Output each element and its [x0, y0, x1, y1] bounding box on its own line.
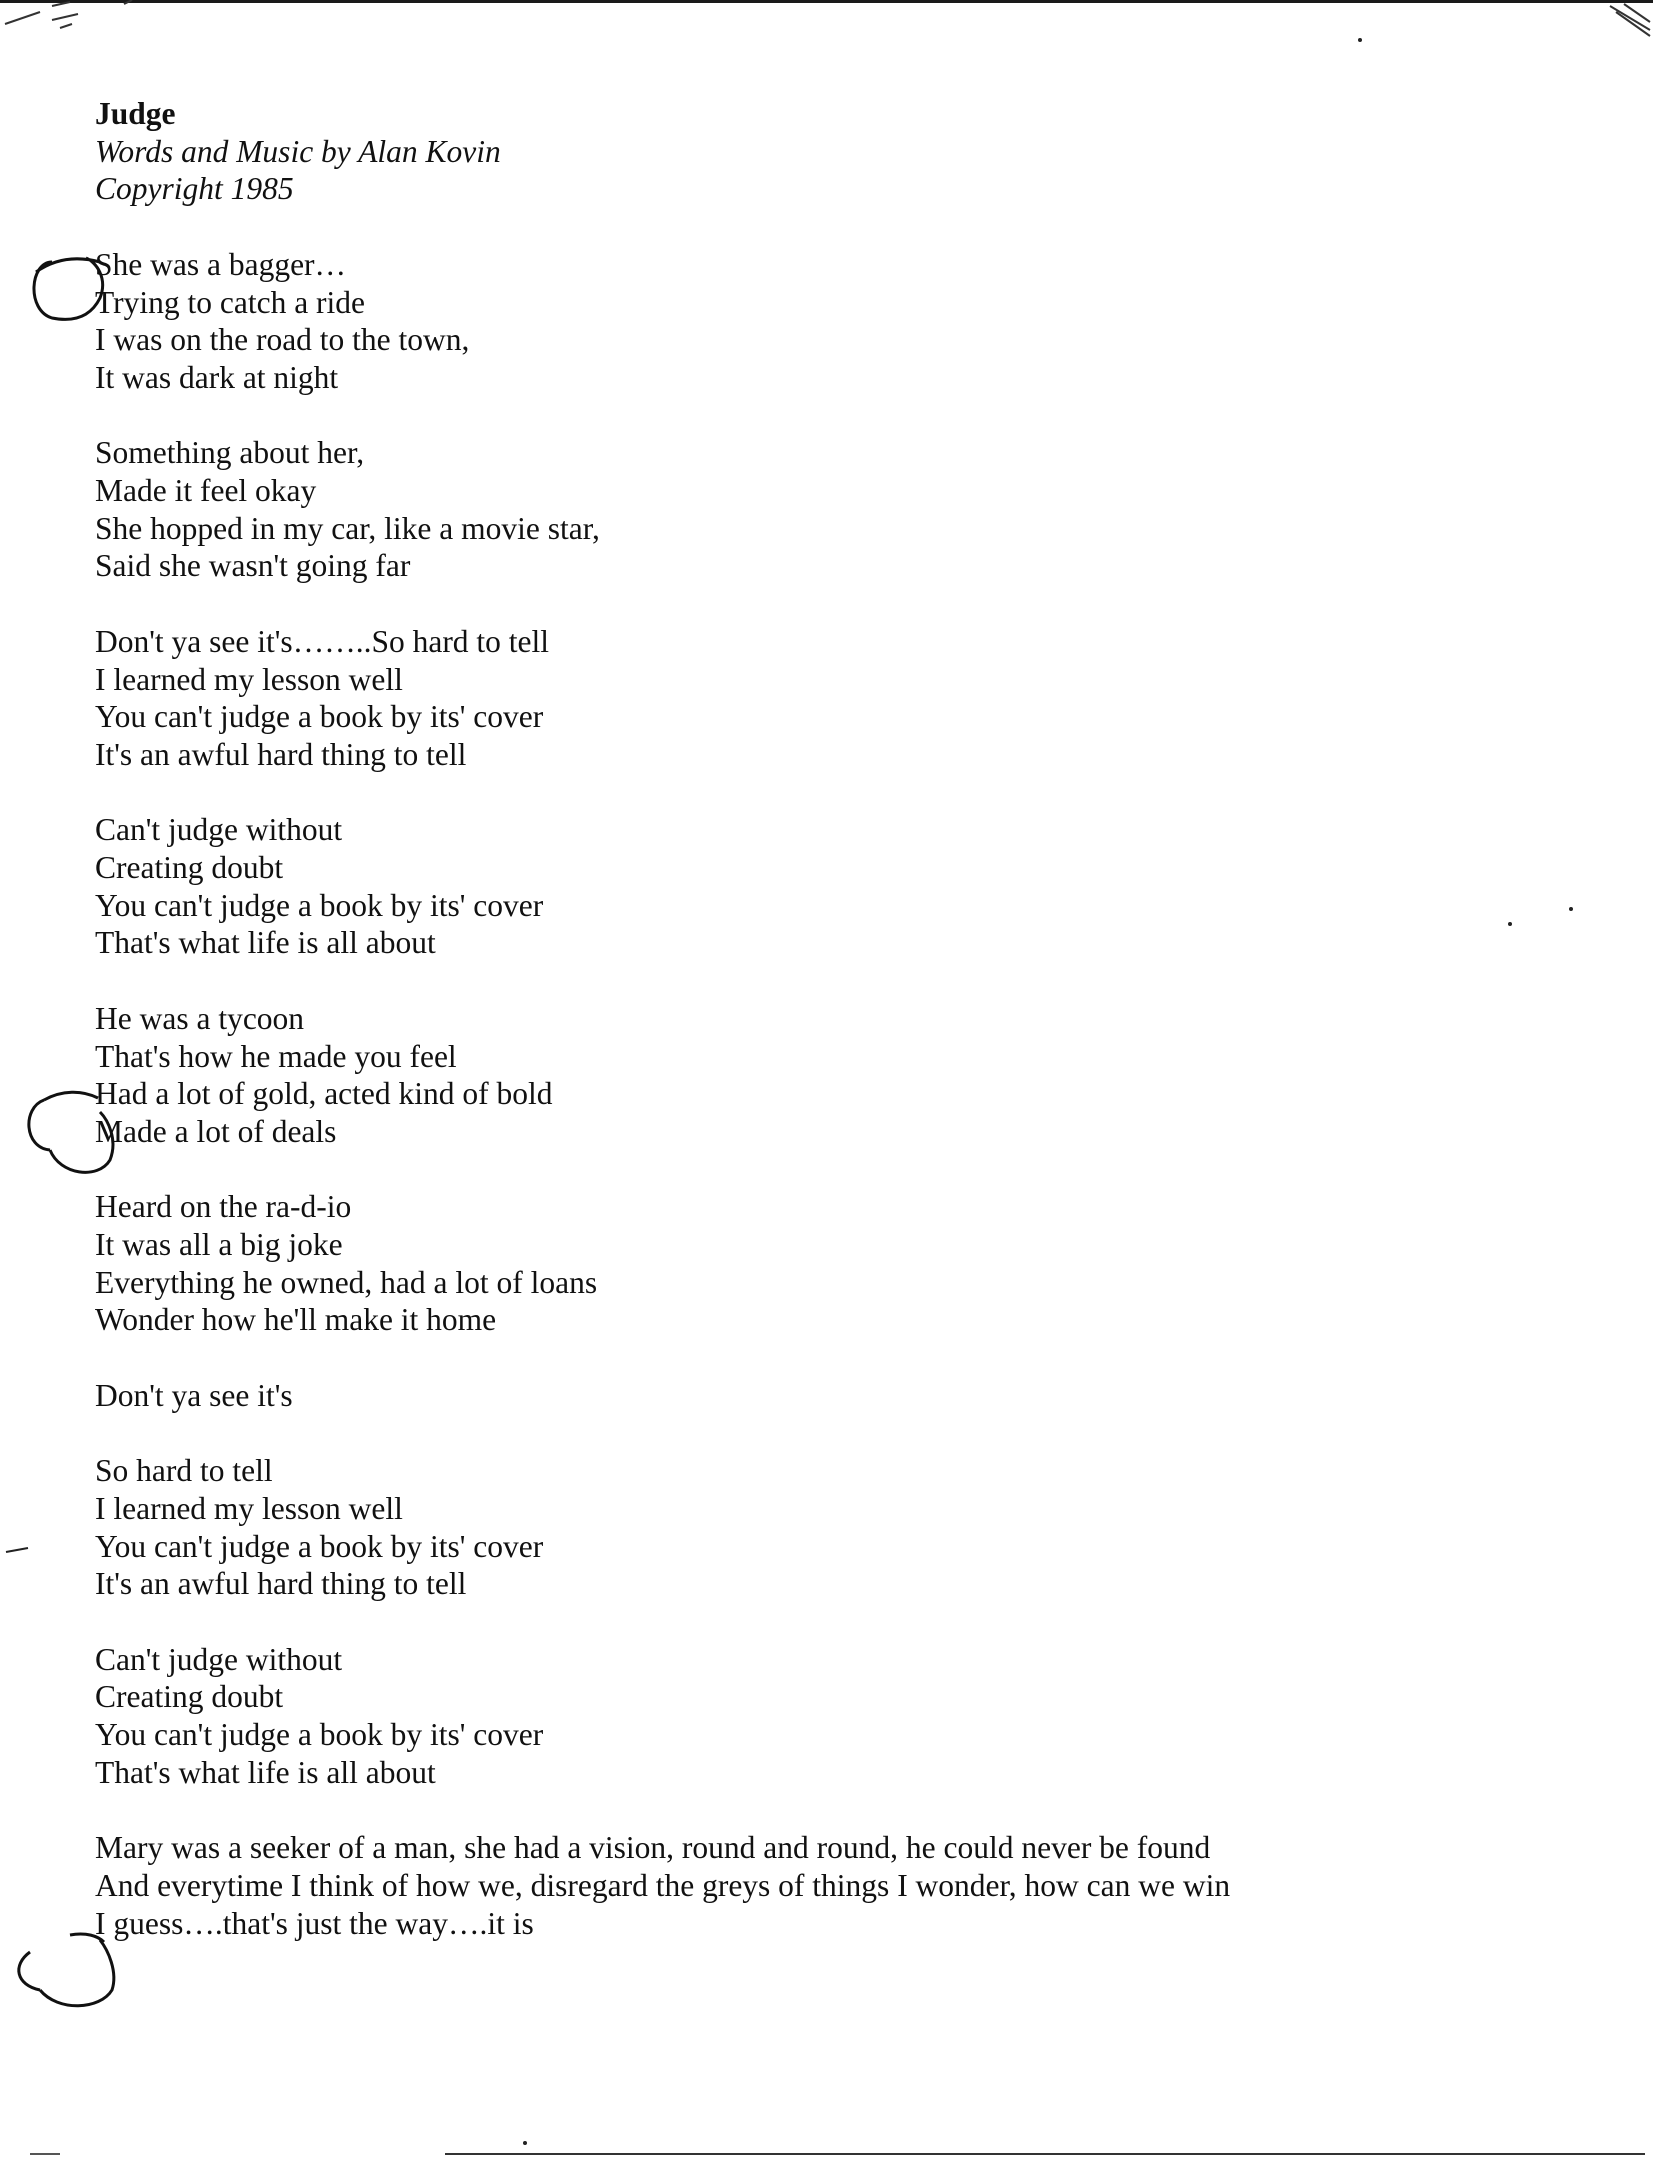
speck-1 [1358, 38, 1362, 42]
lyric-stanza [95, 246, 1595, 397]
lyric-line: So hard to tell [95, 1453, 273, 1489]
lyrics-sheet [95, 95, 1595, 1942]
lyric-line: Said she wasn't going far [95, 548, 411, 584]
lyric-line: Don't ya see it's [95, 1377, 293, 1413]
speck-4 [523, 2141, 527, 2145]
lyric-stanza [95, 1452, 1595, 1603]
lyric-line: I was on the road to the town, [95, 322, 470, 358]
binder-hole-mark-3 [19, 1934, 114, 2006]
lyric-line: It's an awful hard thing to tell [95, 1566, 467, 1602]
lyric-line: You can't judge a book by its' cover [95, 1528, 544, 1564]
lyric-line: That's how he made you feel [95, 1038, 457, 1074]
lyric-line: Had a lot of gold, acted kind of bold [95, 1076, 553, 1112]
lyric-line: Something about her, [95, 435, 365, 471]
lyric-stanza [95, 1377, 1595, 1415]
lyric-line: That's what life is all about [95, 1754, 436, 1790]
lyric-line: I learned my lesson well [95, 661, 403, 697]
lyric-line: Can't judge without [95, 1641, 343, 1677]
lyric-line: You can't judge a book by its' cover [95, 699, 544, 735]
lyric-stanza [95, 434, 1595, 585]
lyric-line: Don't ya see it's……..So hard to tell [95, 623, 550, 659]
scan-scratch-top-left [5, 0, 132, 28]
lyric-stanza [95, 811, 1595, 962]
lyric-line: And everytime I think of how we, disregard the greys of things I wonder, how can we win [95, 1867, 1231, 1903]
scan-scratch-top-right [1610, 4, 1650, 36]
lyric-line: You can't judge a book by its' cover [95, 1717, 544, 1753]
song-credits: Words and Music by Alan Kovin [95, 133, 501, 169]
lyric-stanza [95, 1188, 1595, 1339]
lyric-line: Wonder how he'll make it home [95, 1302, 497, 1338]
song-title: Judge [95, 96, 176, 131]
bottom-edge-line [445, 2153, 1645, 2155]
lyric-line: Creating doubt [95, 850, 284, 885]
lyric-line: It was dark at night [95, 359, 339, 395]
binder-hole-mark-1 [34, 258, 103, 319]
margin-dash [6, 1548, 28, 1552]
lyric-line: Everything he owned, had a lot of loans [95, 1264, 598, 1300]
lyric-stanza [95, 623, 1595, 774]
lyric-line: Heard on the ra-d-io [95, 1189, 352, 1225]
lyric-line: She was a bagger… [95, 246, 347, 282]
lyric-line: Made it feel okay [95, 473, 317, 508]
lyric-line: Trying to catch a ride [95, 284, 366, 320]
lyric-line: Can't judge without [95, 812, 343, 848]
lyric-line: You can't judge a book by its' cover [95, 887, 544, 923]
bottom-edge-mark [30, 2153, 60, 2155]
lyric-stanza [95, 1829, 1595, 1942]
lyric-stanza [95, 1641, 1595, 1792]
lyric-line: It's an awful hard thing to tell [95, 736, 467, 772]
lyric-stanza [95, 1000, 1595, 1151]
lyric-line: Creating doubt [95, 1679, 284, 1715]
lyric-line: I learned my lesson well [95, 1490, 403, 1526]
lyric-line: That's what life is all about [95, 925, 436, 961]
lyric-line: Made a lot of deals [95, 1113, 337, 1149]
lyric-line: I guess….that's just the way….it is [95, 1905, 534, 1941]
lyric-line: He was a tycoon [95, 1000, 305, 1036]
lyric-line: She hopped in my car, like a movie star, [95, 510, 600, 546]
lyrics-body [95, 246, 1595, 1943]
song-copyright: Copyright 1985 [95, 171, 294, 207]
top-edge-line [0, 0, 1653, 3]
lyric-line: It was all a big joke [95, 1227, 343, 1262]
lyric-line: Mary was a seeker of a man, she had a vision, round and round, he could never be found [95, 1830, 1211, 1866]
